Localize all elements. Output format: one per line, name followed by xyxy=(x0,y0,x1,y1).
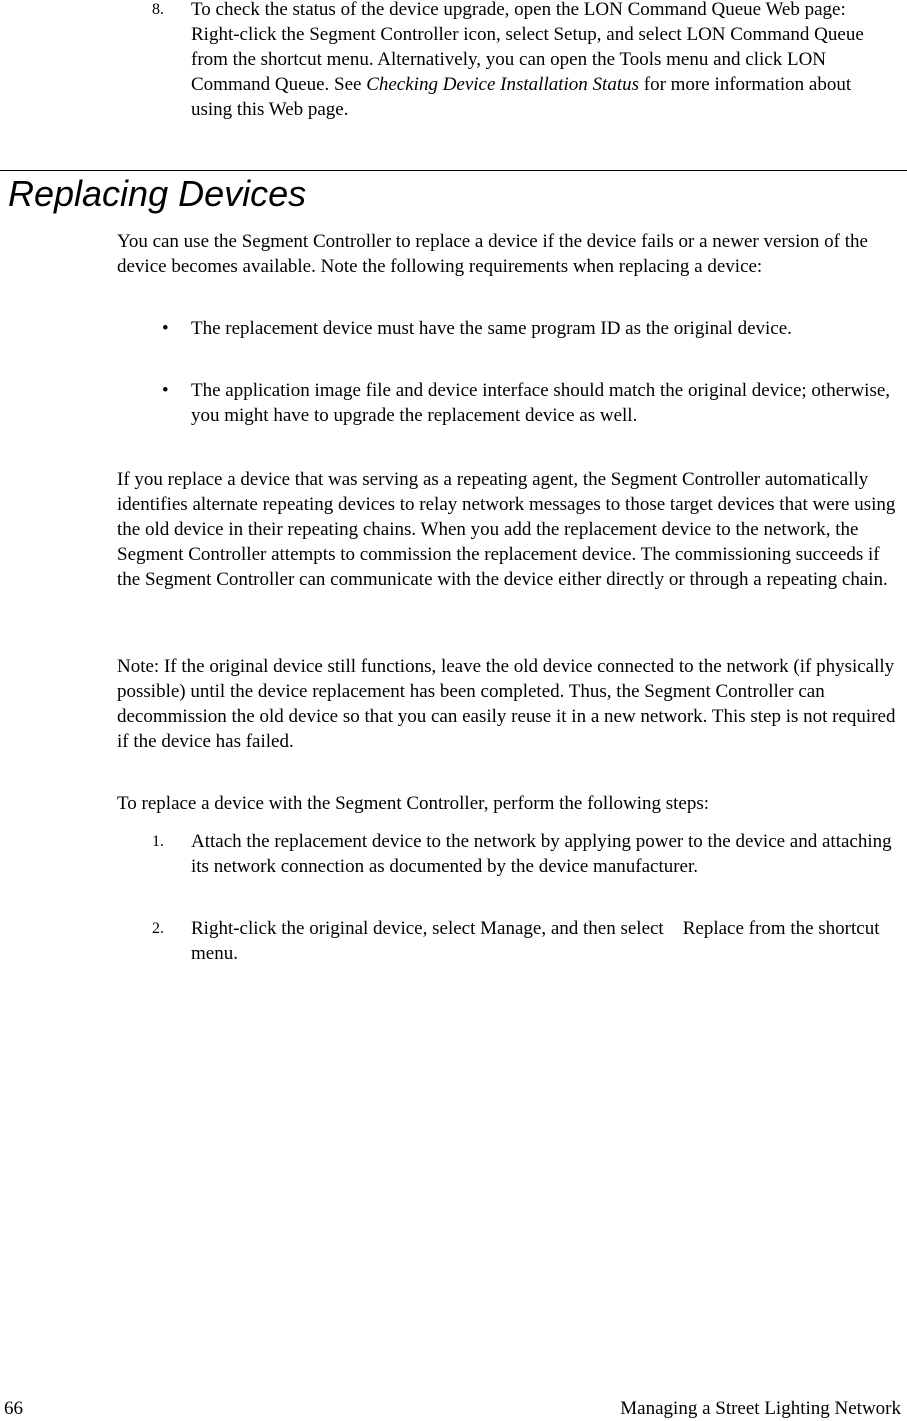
bullet-icon: • xyxy=(162,318,169,339)
checking-device-installation-status-link: Checking Device Installation Status xyxy=(366,74,639,95)
note-paragraph: Note: If the original device still functions, leave the old device connected to the network (if physically possible) until the device replacement has been completed. Thus, the Segment Controller can decommission the old device so that you can easily reuse it in a new network. This step is not required if the device has failed. xyxy=(117,656,896,752)
step-item xyxy=(152,916,892,966)
steps-intro-paragraph: To replace a device with the Segment Controller, perform the following steps: xyxy=(117,793,710,814)
requirement-text: The application image file and device interface should match the original device; otherwise, you might have to upgrade the replacement device as well. xyxy=(191,380,891,426)
step-item xyxy=(152,829,892,879)
step-number: 2. xyxy=(152,920,164,937)
step-text: Attach the replacement device to the network by applying power to the device and attaching its network connection as documented by the device manufacturer. xyxy=(191,831,892,877)
step-text: Right-click the original device, select Manage, and then select Replace from the shortcut menu. xyxy=(191,918,885,964)
chapter-title: Managing a Street Lighting Network xyxy=(620,1398,901,1419)
step-8 xyxy=(152,0,892,122)
step-8-text-before: To check the status of the device upgrade, open the LON Command Queue Web page: Right-click the Segment Controller icon, select Setup, and select LON Command Queue from the shortcut menu. Alternatively, you can open the Tools menu and click LON Command Queue. See xyxy=(191,0,864,95)
bullet-icon: • xyxy=(162,380,169,401)
section-divider xyxy=(0,170,907,171)
requirement-item xyxy=(152,378,897,428)
repeating-agent-paragraph: If you replace a device that was serving as a repeating agent, the Segment Controller automatically identifies alternate repeating devices to relay network messages to those target devices that were using the old device in their repeating chains. When you add the replacement device to the network, the Segment Controller attempts to commission the replacement device. The commissioning succeeds if the Segment Controller can communicate with the device either directly or through a repeating chain. xyxy=(117,469,896,590)
requirement-item xyxy=(152,316,897,341)
requirement-text: The replacement device must have the same program ID as the original device. xyxy=(191,318,792,339)
step-8-text xyxy=(191,0,892,122)
section-heading: Replacing Devices xyxy=(8,173,307,214)
step-8-text-after: for more information about using this Web page. xyxy=(191,74,852,120)
page-number: 66 xyxy=(4,1398,23,1419)
step-number: 1. xyxy=(152,833,164,850)
step-8-number: 8. xyxy=(152,1,164,18)
intro-paragraph: You can use the Segment Controller to replace a device if the device fails or a newer version of the device becomes available. Note the following requirements when replacing a device: xyxy=(117,231,868,277)
